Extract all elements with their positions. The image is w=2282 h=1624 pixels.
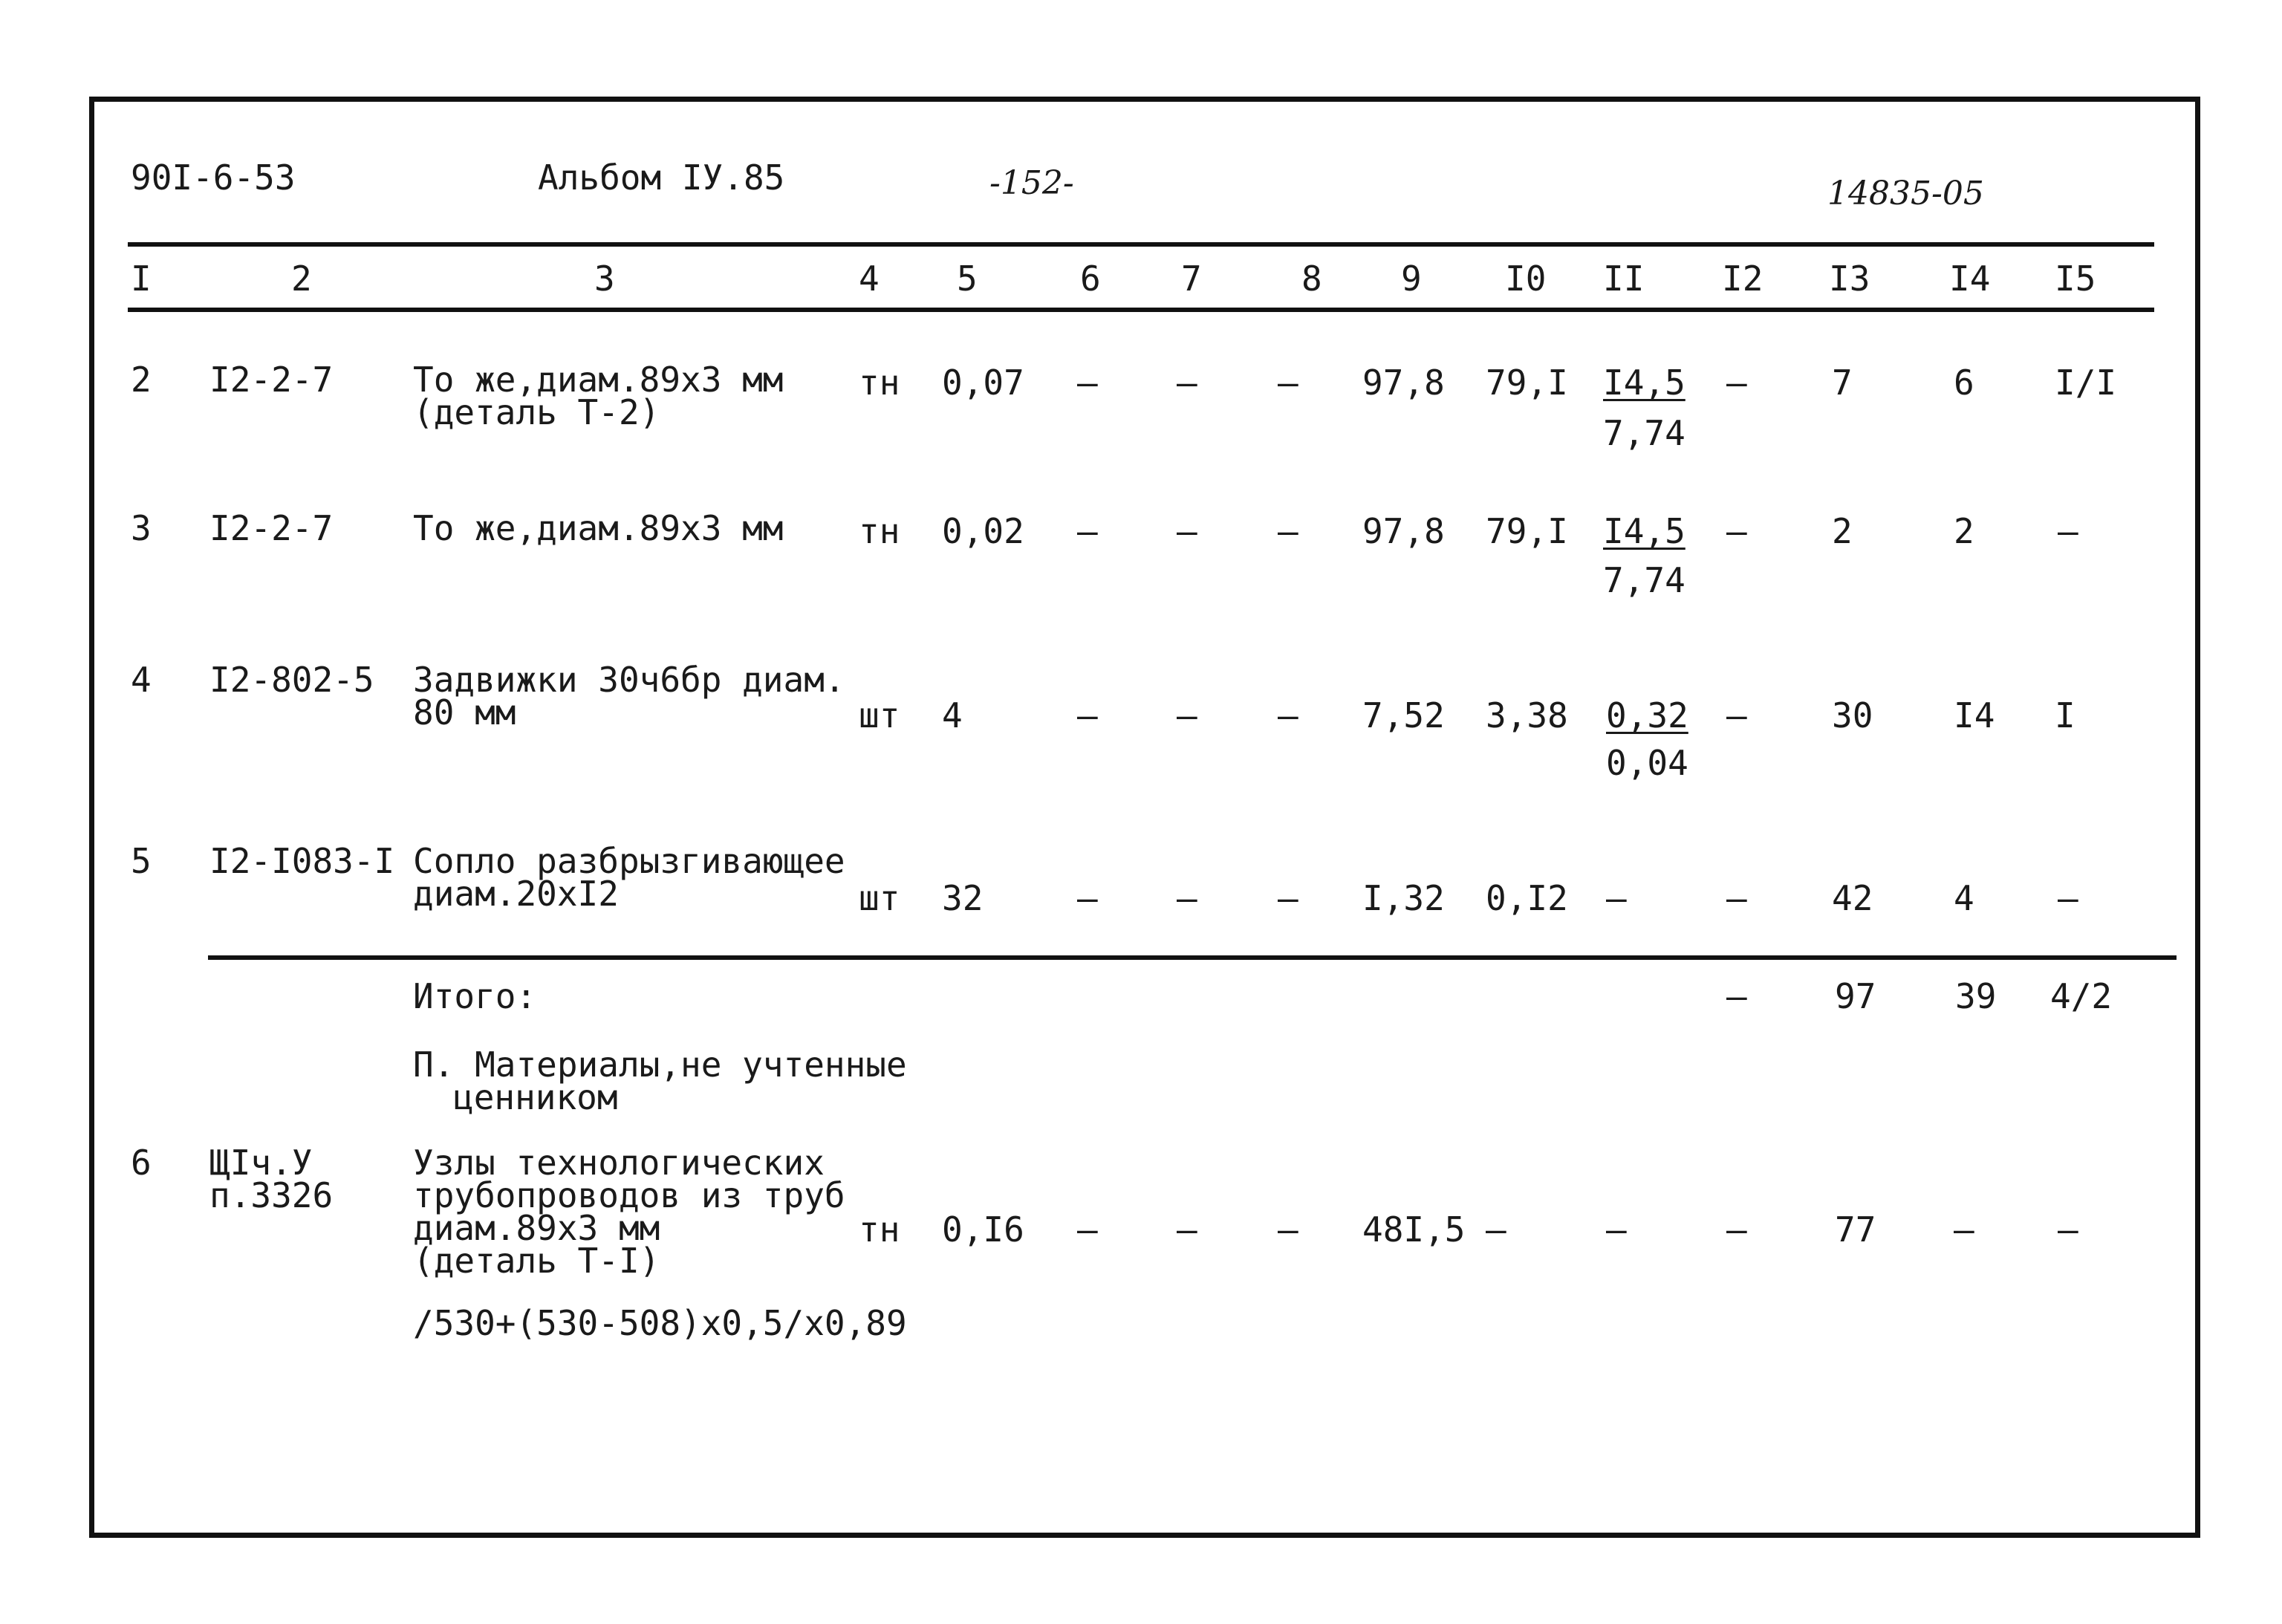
cell-15: – [2058,1209,2078,1250]
cell-12: – [1726,511,1747,551]
cell-14: – [1954,1209,1974,1250]
column-header: 8 [1301,259,1322,299]
column-header: I2 [1722,259,1763,299]
quantity: 4 [942,695,963,735]
cell-11: – [1606,878,1627,918]
cell-14: 4 [1954,878,1974,918]
column-header: 6 [1080,259,1101,299]
cell-9: 48I,5 [1362,1209,1466,1250]
price-code: I2-I083-I [209,841,395,881]
row-number: 2 [131,360,152,400]
header-bottom-rule [128,308,2154,312]
cell-8: – [1278,511,1298,551]
cell-7: – [1177,695,1197,735]
cell-11-denominator: 7,74 [1603,560,1686,600]
cell-11-numerator: 0,32 [1606,695,1688,735]
total-cell-12: – [1726,976,1747,1016]
unit: тн [859,1209,900,1250]
item-description: диам.89х3 мм [413,1208,660,1248]
cell-13: 42 [1832,878,1873,918]
cell-11-numerator: I4,5 [1603,363,1686,403]
album-title: Альбом IУ.85 [538,157,785,198]
cell-11-numerator: I4,5 [1603,511,1686,551]
cell-8: – [1278,1209,1298,1250]
item-description: Задвижки 30ч6бр диам. [413,660,845,700]
total-cell-14: 39 [1955,976,1997,1016]
cell-15: – [2058,878,2078,918]
item-description: (деталь Т-2) [413,392,660,432]
cell-10: – [1486,1209,1506,1250]
row-number: 6 [131,1143,152,1183]
cell-13: 7 [1832,363,1853,403]
page-number: -152- [989,164,1074,202]
cell-7: – [1177,878,1197,918]
price-code: I2-2-7 [209,360,334,400]
quantity: 0,02 [942,511,1024,551]
unit: шт [859,878,900,918]
row-number: 5 [131,841,152,881]
cell-9: 97,8 [1362,363,1445,403]
cell-14: 6 [1954,363,1974,403]
column-header: I3 [1829,259,1870,299]
quantity: 32 [942,878,984,918]
cell-6: – [1077,878,1098,918]
column-header: I [131,259,152,299]
cell-11-denominator: 0,04 [1606,743,1688,783]
cell-7: – [1177,1209,1197,1250]
cell-13: 2 [1832,511,1853,551]
unit: шт [859,695,900,735]
cell-6: – [1077,511,1098,551]
unit: тн [859,363,900,403]
cell-10: 3,38 [1486,695,1568,735]
row-number: 3 [131,508,152,548]
cell-13: 30 [1832,695,1873,735]
cell-11-denominator: 7,74 [1603,413,1686,453]
item-description: диам.20хI2 [413,874,619,914]
section-heading: ценником [453,1077,618,1117]
column-header: I4 [1949,259,1991,299]
cell-10: 79,I [1486,511,1568,551]
column-header: II [1603,259,1645,299]
column-header: I0 [1505,259,1547,299]
header-top-rule [128,242,2154,247]
cell-12: – [1726,695,1747,735]
cell-8: – [1278,878,1298,918]
calculation-formula: /530+(530-508)х0,5/х0,89 [413,1303,907,1343]
cell-15: I [2055,695,2075,735]
cell-9: I,32 [1362,878,1445,918]
cell-6: – [1077,695,1098,735]
cell-15: – [2058,511,2078,551]
cell-9: 7,52 [1362,695,1445,735]
document-code: 90I-6-53 [131,157,296,198]
cell-11: – [1606,1209,1627,1250]
column-header: 2 [291,259,312,299]
total-cell-15: 4/2 [2050,976,2113,1016]
cell-12: – [1726,1209,1747,1250]
column-header: 5 [957,259,978,299]
price-code: ЩIч.У [209,1143,313,1183]
cell-10: 79,I [1486,363,1568,403]
document-number: 14835-05 [1827,175,1984,212]
column-header: I5 [2055,259,2096,299]
unit: тн [859,511,900,551]
cell-7: – [1177,511,1197,551]
cell-9: 97,8 [1362,511,1445,551]
cell-14: 2 [1954,511,1974,551]
total-cell-13: 97 [1835,976,1876,1016]
cell-8: – [1278,363,1298,403]
total-rule [208,955,2177,960]
cell-6: – [1077,1209,1098,1250]
cell-10: 0,I2 [1486,878,1568,918]
column-header: 9 [1401,259,1422,299]
row-number: 4 [131,660,152,700]
cell-14: I4 [1954,695,1995,735]
document-frame [89,97,2200,1538]
total-label: Итого: [413,976,537,1016]
column-header: 3 [594,259,615,299]
cell-7: – [1177,363,1197,403]
price-code: I2-2-7 [209,508,334,548]
cell-12: – [1726,363,1747,403]
price-code: I2-802-5 [209,660,374,700]
section-heading: П. Материалы,не учтенные [413,1045,907,1085]
cell-6: – [1077,363,1098,403]
cell-12: – [1726,878,1747,918]
column-header: 7 [1181,259,1202,299]
item-description: Узлы технологических [413,1143,825,1183]
item-description: трубопроводов из труб [413,1175,845,1215]
cell-15: I/I [2055,363,2117,403]
item-description: Сопло разбрызгивающее [413,841,845,881]
cell-8: – [1278,695,1298,735]
quantity: 0,I6 [942,1209,1024,1250]
item-description: 80 мм [413,692,516,733]
item-description: (деталь Т-I) [413,1241,660,1281]
column-header: 4 [859,259,880,299]
item-description: То же,диам.89х3 мм [413,360,784,400]
cell-13: 77 [1835,1209,1876,1250]
item-description: То же,диам.89х3 мм [413,508,784,548]
price-code: п.3326 [209,1175,334,1215]
quantity: 0,07 [942,363,1024,403]
